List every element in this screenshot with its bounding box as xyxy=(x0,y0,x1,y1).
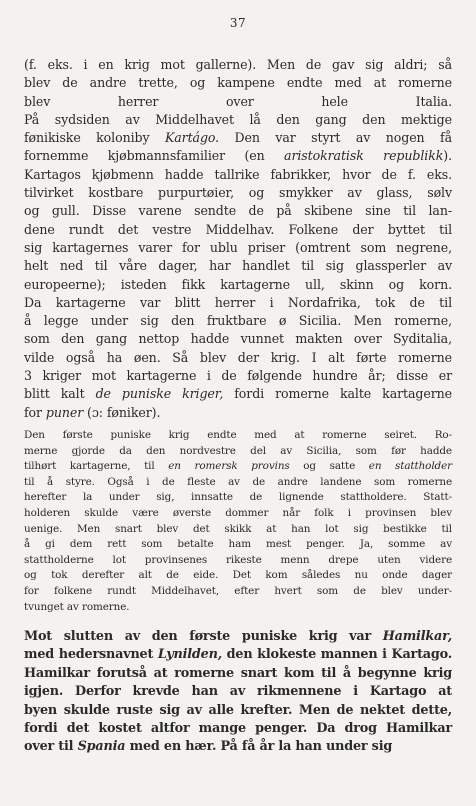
text-line: holderen skulde være øverste dommer når folk i provinsen blev xyxy=(24,506,452,519)
text-line: for puner (ɔ: føniker). xyxy=(24,404,161,420)
text-line: igjen. Derfor krevde han av rikmennene i Kartago at xyxy=(24,684,452,700)
italic-term: Lynilden, xyxy=(157,647,222,663)
text-line: fordi det kostet altfor mange penger. Da drog Hamilkar xyxy=(24,721,452,737)
italic-term: en romersk provins xyxy=(168,460,290,473)
paragraph-provinces-small-print xyxy=(24,428,452,615)
text-line: for folkene rundt Middelhavet, efter hvert som de blev under- xyxy=(24,584,452,597)
text-line: sig kartagernes varer for ublu priser (omtrent som negrene, xyxy=(24,239,452,255)
text-line: tvunget av romerne. xyxy=(24,600,130,613)
italic-term: Kartágo. xyxy=(164,130,220,146)
text-line: blev herrer over hele Italia. xyxy=(24,93,452,109)
text-line: herefter la under sig, innsatte de lignende stattholdere. Statt- xyxy=(24,491,452,504)
text-line: og tok derefter alt de eide. Det kom således nu onde dager xyxy=(24,569,452,582)
italic-term: puner xyxy=(45,404,84,420)
text-line: blitt kalt de puniske kriger, fordi romerne kalte kartagerne xyxy=(24,386,452,402)
paragraph-carthage xyxy=(24,56,452,422)
text-line: Kartagos kjøbmenn hadde tallrike fabrikker, hvor de f. eks. xyxy=(24,166,452,182)
text-line: Hamilkar forutså at romerne snart kom til å begynne krig xyxy=(24,665,452,681)
italic-term: Spania xyxy=(77,739,126,755)
text-line: fornemme kjøbmannsfamilier (en aristokratisk republikk). xyxy=(24,148,452,164)
text-line: uenige. Men snart blev det skikk at han lot sig bestikke til xyxy=(24,522,452,535)
italic-term: aristokratisk republikk xyxy=(284,148,444,164)
text-line: over til Spania med en hær. På få år la han under sig xyxy=(24,739,393,755)
text-line: å legge under sig den fruktbare ø Sicilia. Men romerne, xyxy=(24,313,452,329)
italic-term: de puniske kriger, xyxy=(95,386,224,402)
text-line: 3 kriger mot kartagerne i de følgende hundre år; disse er xyxy=(24,368,452,384)
text-line: dene rundt det vestre Middelhav. Folkene der byttet til xyxy=(24,221,452,237)
text-line: (f. eks. i en krig mot gallerne). Men de gav sig aldri; så xyxy=(24,57,452,72)
text-line: merne gjorde da den nordvestre del av Sicilia, som før hadde xyxy=(24,444,452,457)
text-line: Den første puniske krig endte med at romerne seiret. Ro- xyxy=(24,429,452,441)
text-line: fønikiske koloniby Kartágo. Den var styrt av nogen få xyxy=(24,130,452,146)
text-line: å gi dem rett som betalte ham mest penger. Ja, somme av xyxy=(24,538,452,551)
text-line: stattholderne lot provinsenes rikeste menn drepe uten videre xyxy=(24,553,452,566)
text-line: og gull. Disse varene sendte de på skibene sine til lan- xyxy=(24,203,452,219)
text-line: helt ned til våre dager, har handlet til sig glassperler av xyxy=(24,258,452,274)
text-line: med hedersnavnet Lynilden, den klokeste mannen i Kartago. xyxy=(24,647,452,663)
text-line: som den gang nettop hadde vunnet makten over Syditalia, xyxy=(24,331,452,347)
italic-term: Hamilkar, xyxy=(382,629,452,644)
text-line: Mot slutten av den første puniske krig var Hamilkar, xyxy=(24,629,452,644)
text-line: byen skulde ruste sig av alle krefter. Men de nektet dette, xyxy=(24,702,452,718)
text-line: tilvirket kostbare purpurtøier, og smykker av glass, sølv xyxy=(24,185,452,201)
text-line: blev de andre trette, og kampene endte med at romerne xyxy=(24,75,452,91)
paragraph-hamilkar xyxy=(24,628,452,757)
text-line: vilde også ha øen. Så blev der krig. I alt førte romerne xyxy=(24,349,452,365)
text-line: til å styre. Også i de fleste av de andre landene som romerne xyxy=(24,475,452,488)
text-line: På sydsiden av Middelhavet lå den gang den mektige xyxy=(24,111,452,127)
text-line: tilhørt kartagerne, til en romersk provins og satte en stattholder xyxy=(24,460,453,473)
text-line: europeerne); isteden fikk kartagerne ull, skinn og korn. xyxy=(24,276,452,292)
text-line: Da kartagerne var blitt herrer i Nordafrika, tok de til xyxy=(24,294,452,310)
italic-term: en stattholder xyxy=(368,460,453,473)
page-number: 37 xyxy=(229,16,247,30)
